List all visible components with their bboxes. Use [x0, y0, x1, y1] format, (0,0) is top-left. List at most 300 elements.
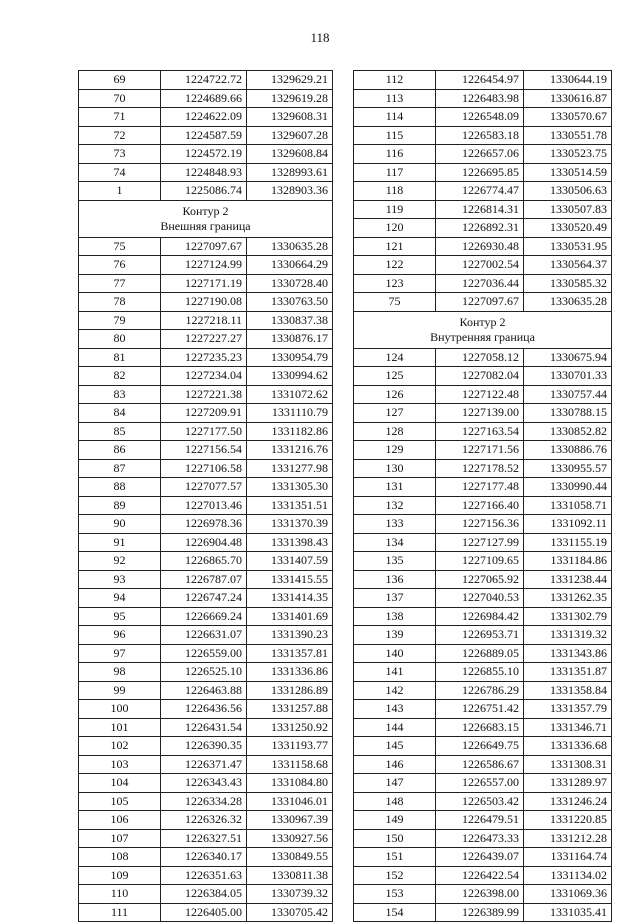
y-coordinate-cell: 1328993.61	[247, 163, 333, 182]
y-coordinate-cell: 1328903.36	[247, 182, 333, 201]
y-coordinate-cell: 1331164.74	[524, 848, 612, 867]
point-number-cell: 145	[354, 737, 436, 756]
x-coordinate-cell: 1226889.05	[436, 644, 524, 663]
table-row	[79, 811, 333, 830]
table-row	[79, 848, 333, 867]
point-number-cell: 152	[354, 866, 436, 885]
table-row	[79, 108, 333, 127]
point-number-cell: 116	[354, 145, 436, 164]
point-number-cell: 128	[354, 422, 436, 441]
table-row	[79, 737, 333, 756]
table-row	[79, 422, 333, 441]
table-row	[354, 737, 612, 756]
y-coordinate-cell: 1331092.11	[524, 515, 612, 534]
x-coordinate-cell: 1226422.54	[436, 866, 524, 885]
table-row	[79, 700, 333, 719]
table-row	[79, 552, 333, 571]
point-number-cell: 139	[354, 626, 436, 645]
x-coordinate-cell: 1226695.85	[436, 163, 524, 182]
table-row	[79, 293, 333, 312]
point-number-cell: 125	[354, 367, 436, 386]
y-coordinate-cell: 1330664.29	[247, 256, 333, 275]
table-row	[354, 700, 612, 719]
table-row	[354, 367, 612, 386]
point-number-cell: 105	[79, 792, 161, 811]
y-coordinate-cell: 1329607.28	[247, 126, 333, 145]
x-coordinate-cell: 1227065.92	[436, 570, 524, 589]
table-row	[354, 145, 612, 164]
table-row	[354, 755, 612, 774]
table-row	[354, 182, 612, 201]
point-number-cell: 117	[354, 163, 436, 182]
y-coordinate-cell: 1331238.44	[524, 570, 612, 589]
y-coordinate-cell: 1331390.23	[247, 626, 333, 645]
point-number-cell: 85	[79, 422, 161, 441]
table-row	[354, 885, 612, 904]
point-number-cell: 84	[79, 404, 161, 423]
x-coordinate-cell: 1226984.42	[436, 607, 524, 626]
y-coordinate-cell: 1331069.36	[524, 885, 612, 904]
x-coordinate-cell: 1226978.36	[161, 515, 247, 534]
point-number-cell: 81	[79, 348, 161, 367]
y-coordinate-cell: 1331398.43	[247, 533, 333, 552]
point-number-cell: 111	[79, 903, 161, 922]
x-coordinate-cell: 1226559.00	[161, 644, 247, 663]
y-coordinate-cell: 1331110.79	[247, 404, 333, 423]
point-number-cell: 143	[354, 700, 436, 719]
point-number-cell: 91	[79, 533, 161, 552]
table-row	[354, 219, 612, 238]
table-row	[354, 607, 612, 626]
x-coordinate-cell: 1226586.67	[436, 755, 524, 774]
y-coordinate-cell: 1331184.86	[524, 552, 612, 571]
y-coordinate-cell: 1331182.86	[247, 422, 333, 441]
point-number-cell: 154	[354, 903, 436, 922]
x-coordinate-cell: 1227109.65	[436, 552, 524, 571]
table-row	[79, 792, 333, 811]
point-number-cell: 119	[354, 200, 436, 219]
table-row	[354, 237, 612, 256]
x-coordinate-cell: 1226389.99	[436, 903, 524, 922]
x-coordinate-cell: 1227163.54	[436, 422, 524, 441]
y-coordinate-cell: 1331158.68	[247, 755, 333, 774]
point-number-cell: 101	[79, 718, 161, 737]
table-row	[354, 515, 612, 534]
table-row	[354, 89, 612, 108]
point-number-cell: 77	[79, 274, 161, 293]
x-coordinate-cell: 1227166.40	[436, 496, 524, 515]
table-row	[354, 681, 612, 700]
contour-header	[79, 200, 333, 237]
y-coordinate-cell: 1330523.75	[524, 145, 612, 164]
x-coordinate-cell: 1226814.31	[436, 200, 524, 219]
x-coordinate-cell: 1226548.09	[436, 108, 524, 127]
x-coordinate-cell: 1227036.44	[436, 274, 524, 293]
point-number-cell: 134	[354, 533, 436, 552]
y-coordinate-cell: 1331346.71	[524, 718, 612, 737]
x-coordinate-cell: 1227221.38	[161, 385, 247, 404]
table-row	[79, 441, 333, 460]
x-coordinate-cell: 1227190.08	[161, 293, 247, 312]
x-coordinate-cell: 1226326.32	[161, 811, 247, 830]
table-row	[354, 348, 612, 367]
x-coordinate-cell: 1226904.48	[161, 533, 247, 552]
x-coordinate-cell: 1227234.04	[161, 367, 247, 386]
y-coordinate-cell: 1330675.94	[524, 348, 612, 367]
point-number-cell: 72	[79, 126, 161, 145]
point-number-cell: 151	[354, 848, 436, 867]
y-coordinate-cell: 1329608.31	[247, 108, 333, 127]
y-coordinate-cell: 1329629.21	[247, 71, 333, 90]
x-coordinate-cell: 1226631.07	[161, 626, 247, 645]
table-row	[79, 367, 333, 386]
x-coordinate-cell: 1226436.56	[161, 700, 247, 719]
point-number-cell: 106	[79, 811, 161, 830]
table-row	[79, 404, 333, 423]
point-number-cell: 147	[354, 774, 436, 793]
x-coordinate-cell: 1227122.48	[436, 385, 524, 404]
point-number-cell: 108	[79, 848, 161, 867]
table-row	[79, 348, 333, 367]
table-row	[79, 829, 333, 848]
point-number-cell: 1	[79, 182, 161, 201]
table-row	[79, 663, 333, 682]
y-coordinate-cell: 1331193.77	[247, 737, 333, 756]
y-coordinate-cell: 1329619.28	[247, 89, 333, 108]
y-coordinate-cell: 1330852.82	[524, 422, 612, 441]
table-row	[354, 496, 612, 515]
y-coordinate-cell: 1331305.30	[247, 478, 333, 497]
point-number-cell: 78	[79, 293, 161, 312]
point-number-cell: 100	[79, 700, 161, 719]
point-number-cell: 132	[354, 496, 436, 515]
y-coordinate-cell: 1330520.49	[524, 219, 612, 238]
table-row	[354, 422, 612, 441]
x-coordinate-cell: 1227077.57	[161, 478, 247, 497]
y-coordinate-cell: 1330705.42	[247, 903, 333, 922]
y-coordinate-cell: 1331343.86	[524, 644, 612, 663]
table-row	[354, 903, 612, 922]
table-row	[79, 866, 333, 885]
contour-title: Контур 2	[459, 314, 506, 329]
table-row	[79, 644, 333, 663]
x-coordinate-cell: 1224587.59	[161, 126, 247, 145]
x-coordinate-cell: 1226649.75	[436, 737, 524, 756]
point-number-cell: 94	[79, 589, 161, 608]
x-coordinate-cell: 1226351.63	[161, 866, 247, 885]
table-row	[354, 626, 612, 645]
y-coordinate-cell: 1330507.83	[524, 200, 612, 219]
point-number-cell: 148	[354, 792, 436, 811]
x-coordinate-cell: 1226669.24	[161, 607, 247, 626]
page-number: 118	[310, 30, 330, 45]
x-coordinate-cell: 1226439.07	[436, 848, 524, 867]
table-row	[79, 718, 333, 737]
y-coordinate-cell: 1331046.01	[247, 792, 333, 811]
table-row	[79, 89, 333, 108]
x-coordinate-cell: 1227171.56	[436, 441, 524, 460]
table-row	[79, 145, 333, 164]
table-row	[79, 126, 333, 145]
point-number-cell: 88	[79, 478, 161, 497]
table-row	[79, 589, 333, 608]
y-coordinate-cell: 1331257.88	[247, 700, 333, 719]
point-number-cell: 131	[354, 478, 436, 497]
point-number-cell: 135	[354, 552, 436, 571]
x-coordinate-cell: 1224572.19	[161, 145, 247, 164]
table-row	[354, 404, 612, 423]
y-coordinate-cell: 1330811.38	[247, 866, 333, 885]
x-coordinate-cell: 1226657.06	[436, 145, 524, 164]
y-coordinate-cell: 1330886.76	[524, 441, 612, 460]
table-row	[79, 774, 333, 793]
point-number-cell: 86	[79, 441, 161, 460]
y-coordinate-cell: 1331357.81	[247, 644, 333, 663]
x-coordinate-cell: 1225086.74	[161, 182, 247, 201]
y-coordinate-cell: 1331072.62	[247, 385, 333, 404]
y-coordinate-cell: 1331319.32	[524, 626, 612, 645]
x-coordinate-cell: 1226473.33	[436, 829, 524, 848]
y-coordinate-cell: 1331370.39	[247, 515, 333, 534]
y-coordinate-cell: 1330551.78	[524, 126, 612, 145]
x-coordinate-cell: 1226747.24	[161, 589, 247, 608]
point-number-cell: 96	[79, 626, 161, 645]
point-number-cell: 89	[79, 496, 161, 515]
table-row	[354, 293, 612, 312]
x-coordinate-cell: 1226479.51	[436, 811, 524, 830]
point-number-cell: 82	[79, 367, 161, 386]
table-row	[354, 792, 612, 811]
table-row	[354, 533, 612, 552]
x-coordinate-cell: 1226774.47	[436, 182, 524, 201]
table-row	[79, 885, 333, 904]
y-coordinate-cell: 1331351.87	[524, 663, 612, 682]
contour-header-row	[354, 311, 612, 348]
point-number-cell: 104	[79, 774, 161, 793]
table-row	[79, 626, 333, 645]
point-number-cell: 137	[354, 589, 436, 608]
y-coordinate-cell: 1330616.87	[524, 89, 612, 108]
point-number-cell: 103	[79, 755, 161, 774]
table-row	[354, 274, 612, 293]
x-coordinate-cell: 1226787.07	[161, 570, 247, 589]
y-coordinate-cell: 1330728.40	[247, 274, 333, 293]
y-coordinate-cell: 1330955.57	[524, 459, 612, 478]
point-number-cell: 70	[79, 89, 161, 108]
y-coordinate-cell: 1330701.33	[524, 367, 612, 386]
y-coordinate-cell: 1330967.39	[247, 811, 333, 830]
point-number-cell: 112	[354, 71, 436, 90]
y-coordinate-cell: 1331407.59	[247, 552, 333, 571]
y-coordinate-cell: 1331415.55	[247, 570, 333, 589]
x-coordinate-cell: 1227171.19	[161, 274, 247, 293]
y-coordinate-cell: 1330570.67	[524, 108, 612, 127]
y-coordinate-cell: 1331302.79	[524, 607, 612, 626]
point-number-cell: 133	[354, 515, 436, 534]
table-row	[354, 163, 612, 182]
x-coordinate-cell: 1227177.50	[161, 422, 247, 441]
x-coordinate-cell: 1227209.91	[161, 404, 247, 423]
point-number-cell: 142	[354, 681, 436, 700]
table-row	[354, 570, 612, 589]
x-coordinate-cell: 1227013.46	[161, 496, 247, 515]
point-number-cell: 124	[354, 348, 436, 367]
x-coordinate-cell: 1226371.47	[161, 755, 247, 774]
y-coordinate-cell: 1330644.19	[524, 71, 612, 90]
table-row	[79, 330, 333, 349]
table-row	[79, 755, 333, 774]
y-coordinate-cell: 1331401.69	[247, 607, 333, 626]
x-coordinate-cell: 1227097.67	[161, 237, 247, 256]
x-coordinate-cell: 1227040.53	[436, 589, 524, 608]
x-coordinate-cell: 1227139.00	[436, 404, 524, 423]
table-row	[79, 459, 333, 478]
x-coordinate-cell: 1226855.10	[436, 663, 524, 682]
table-row	[79, 163, 333, 182]
point-number-cell: 126	[354, 385, 436, 404]
point-number-cell: 121	[354, 237, 436, 256]
x-coordinate-cell: 1226398.00	[436, 885, 524, 904]
table-row	[79, 237, 333, 256]
x-coordinate-cell: 1226683.15	[436, 718, 524, 737]
point-number-cell: 73	[79, 145, 161, 164]
y-coordinate-cell: 1331216.76	[247, 441, 333, 460]
x-coordinate-cell: 1226463.88	[161, 681, 247, 700]
y-coordinate-cell: 1330739.32	[247, 885, 333, 904]
y-coordinate-cell: 1331414.35	[247, 589, 333, 608]
y-coordinate-cell: 1330837.38	[247, 311, 333, 330]
x-coordinate-cell: 1226503.42	[436, 792, 524, 811]
x-coordinate-cell: 1226343.43	[161, 774, 247, 793]
x-coordinate-cell: 1227235.23	[161, 348, 247, 367]
x-coordinate-cell: 1226557.00	[436, 774, 524, 793]
point-number-cell: 123	[354, 274, 436, 293]
y-coordinate-cell: 1330876.17	[247, 330, 333, 349]
y-coordinate-cell: 1330531.95	[524, 237, 612, 256]
x-coordinate-cell: 1227218.11	[161, 311, 247, 330]
table-row	[354, 663, 612, 682]
point-number-cell: 109	[79, 866, 161, 885]
point-number-cell: 144	[354, 718, 436, 737]
point-number-cell: 114	[354, 108, 436, 127]
table-row	[79, 274, 333, 293]
x-coordinate-cell: 1226892.31	[436, 219, 524, 238]
point-number-cell: 122	[354, 256, 436, 275]
x-coordinate-cell: 1226525.10	[161, 663, 247, 682]
x-coordinate-cell: 1226930.48	[436, 237, 524, 256]
y-coordinate-cell: 1330585.32	[524, 274, 612, 293]
y-coordinate-cell: 1331289.97	[524, 774, 612, 793]
x-coordinate-cell: 1224622.09	[161, 108, 247, 127]
point-number-cell: 93	[79, 570, 161, 589]
table-row	[354, 385, 612, 404]
point-number-cell: 107	[79, 829, 161, 848]
y-coordinate-cell: 1330954.79	[247, 348, 333, 367]
y-coordinate-cell: 1331336.68	[524, 737, 612, 756]
table-row	[354, 811, 612, 830]
x-coordinate-cell: 1226327.51	[161, 829, 247, 848]
coordinates-table-left	[78, 70, 333, 922]
table-row	[354, 774, 612, 793]
point-number-cell: 97	[79, 644, 161, 663]
y-coordinate-cell: 1331035.41	[524, 903, 612, 922]
y-coordinate-cell: 1330635.28	[247, 237, 333, 256]
x-coordinate-cell: 1227106.58	[161, 459, 247, 478]
x-coordinate-cell: 1226454.97	[436, 71, 524, 90]
point-number-cell: 90	[79, 515, 161, 534]
y-coordinate-cell: 1330994.62	[247, 367, 333, 386]
table-row	[354, 108, 612, 127]
point-number-cell: 92	[79, 552, 161, 571]
y-coordinate-cell: 1331262.35	[524, 589, 612, 608]
point-number-cell: 115	[354, 126, 436, 145]
x-coordinate-cell: 1224722.72	[161, 71, 247, 90]
y-coordinate-cell: 1331155.19	[524, 533, 612, 552]
y-coordinate-cell: 1330763.50	[247, 293, 333, 312]
point-number-cell: 98	[79, 663, 161, 682]
table-row	[354, 718, 612, 737]
x-coordinate-cell: 1227127.99	[436, 533, 524, 552]
x-coordinate-cell: 1226390.35	[161, 737, 247, 756]
point-number-cell: 113	[354, 89, 436, 108]
table-row	[354, 589, 612, 608]
table-row	[354, 126, 612, 145]
y-coordinate-cell: 1330635.28	[524, 293, 612, 312]
y-coordinate-cell: 1331250.92	[247, 718, 333, 737]
x-coordinate-cell: 1227227.27	[161, 330, 247, 349]
y-coordinate-cell: 1330849.55	[247, 848, 333, 867]
x-coordinate-cell: 1226786.29	[436, 681, 524, 700]
x-coordinate-cell: 1227002.54	[436, 256, 524, 275]
x-coordinate-cell: 1226865.70	[161, 552, 247, 571]
y-coordinate-cell: 1331277.98	[247, 459, 333, 478]
y-coordinate-cell: 1331351.51	[247, 496, 333, 515]
x-coordinate-cell: 1227082.04	[436, 367, 524, 386]
x-coordinate-cell: 1226583.18	[436, 126, 524, 145]
x-coordinate-cell: 1226340.17	[161, 848, 247, 867]
x-coordinate-cell: 1226431.54	[161, 718, 247, 737]
point-number-cell: 130	[354, 459, 436, 478]
table-row	[79, 903, 333, 922]
y-coordinate-cell: 1330788.15	[524, 404, 612, 423]
point-number-cell: 141	[354, 663, 436, 682]
point-number-cell: 80	[79, 330, 161, 349]
contour-title: Контур 2	[182, 203, 229, 218]
x-coordinate-cell: 1224689.66	[161, 89, 247, 108]
y-coordinate-cell: 1330506.63	[524, 182, 612, 201]
table-row	[354, 644, 612, 663]
y-coordinate-cell: 1331308.31	[524, 755, 612, 774]
table-row	[354, 71, 612, 90]
y-coordinate-cell: 1330514.59	[524, 163, 612, 182]
x-coordinate-cell: 1227124.99	[161, 256, 247, 275]
point-number-cell: 118	[354, 182, 436, 201]
point-number-cell: 140	[354, 644, 436, 663]
x-coordinate-cell: 1226483.98	[436, 89, 524, 108]
point-number-cell: 95	[79, 607, 161, 626]
table-row	[79, 533, 333, 552]
point-number-cell: 87	[79, 459, 161, 478]
table-row	[79, 496, 333, 515]
boundary-title: Внешняя граница	[160, 218, 251, 233]
x-coordinate-cell: 1226751.42	[436, 700, 524, 719]
point-number-cell: 75	[354, 293, 436, 312]
y-coordinate-cell: 1331220.85	[524, 811, 612, 830]
y-coordinate-cell: 1331358.84	[524, 681, 612, 700]
contour-header	[354, 311, 612, 348]
y-coordinate-cell: 1331134.02	[524, 866, 612, 885]
point-number-cell: 71	[79, 108, 161, 127]
